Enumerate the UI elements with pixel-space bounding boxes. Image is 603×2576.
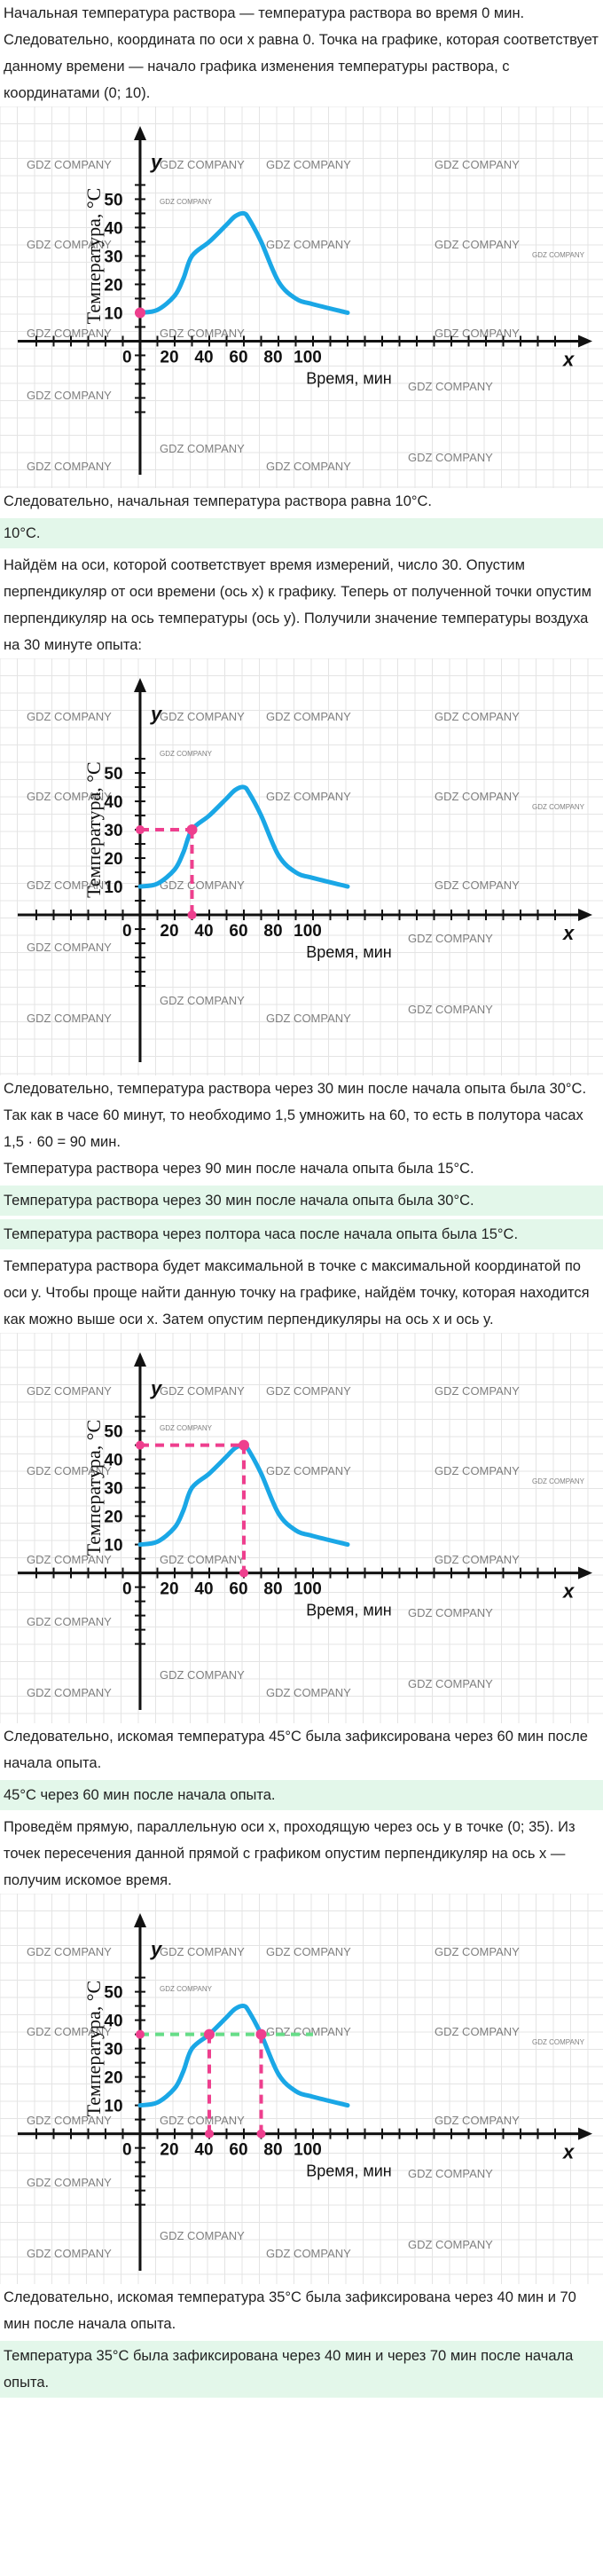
y-axis-name: y [151, 1377, 162, 1399]
highlight-axis-point [136, 2030, 145, 2039]
watermark: GDZ COMPANY [27, 878, 112, 892]
x-tick-label: 80 [263, 922, 283, 941]
text-p11: Следовательно, искомая температура 35°C была зафиксирована через 40 мин и 70 мин после начала опыта. [4, 2289, 576, 2332]
watermark: GDZ COMPANY [160, 2229, 245, 2242]
x-axis-label: Время, мин [306, 369, 392, 388]
watermark: GDZ COMPANY [27, 941, 112, 954]
x-tick-label: 80 [263, 1579, 283, 1599]
watermark-small: GDZ COMPANY [532, 1477, 584, 1485]
x-tick-label: 60 [229, 2140, 248, 2160]
text-p9: Следовательно, искомая температура 45°C была зафиксирована через 60 мин после начала опыта. [4, 1729, 588, 1771]
text-p4: Найдём на оси, которой соответствует время измерений, число 30. Опустим перпендикуляр от оси времени (ось x) к графику. Теперь от полученной точки опустим перпендикуляр на ось температуры (ось y). Получили значение температуры воздуха на 30 минуте опыта: [4, 557, 591, 653]
watermark: GDZ COMPANY [408, 380, 493, 393]
x-tick-label: 100 [294, 348, 322, 367]
watermark: GDZ COMPANY [27, 460, 112, 473]
x-axis-name: x [563, 1579, 575, 1603]
y-tick-label: 50 [104, 1983, 123, 2003]
watermark: GDZ COMPANY [435, 878, 520, 892]
watermark: GDZ COMPANY [435, 2114, 520, 2127]
watermark-small: GDZ COMPANY [532, 2038, 584, 2046]
text-p7: Температура раствора через 90 мин после начала опыта была 15°C. [4, 1161, 474, 1177]
watermark: GDZ COMPANY [266, 1384, 351, 1398]
y-axis-name: y [151, 151, 162, 173]
y-tick-label: 20 [104, 850, 123, 870]
watermark: GDZ COMPANY [27, 1553, 112, 1566]
answer-4: 45°C через 60 мин после начала опыта. [0, 1780, 603, 1810]
watermark: GDZ COMPANY [266, 460, 351, 473]
text-p2: Следовательно, координата по оси x равна 0. Точка на графике, которая соответствует данному времени — начало графика изменения температуры раствора, с координатами (0; 10). [4, 32, 599, 101]
x-axis-name: x [563, 2140, 575, 2163]
watermark: GDZ COMPANY [266, 158, 351, 171]
x-axis-label: Время, мин [306, 1601, 392, 1619]
highlight-axis-point [136, 1441, 145, 1450]
watermark: GDZ COMPANY [27, 2176, 112, 2189]
highlight-axis-point [136, 825, 145, 834]
watermark: GDZ COMPANY [27, 2247, 112, 2260]
watermark: GDZ COMPANY [266, 2025, 351, 2038]
watermark: GDZ COMPANY [160, 1668, 245, 1682]
text-p3: Следовательно, начальная температура раствора равна 10°C. [4, 493, 433, 509]
watermark: GDZ COMPANY [266, 1464, 351, 1477]
x-tick-label: 0 [122, 2140, 132, 2160]
x-axis-arrow [578, 335, 592, 347]
text-p10: Проведём прямую, параллельную оси x, проходящую через ось y в точке (0; 35). Из точек пересечения данной прямой с графиком опустим перпендикуляр на ось x — получим искомое время. [4, 1819, 576, 1888]
watermark: GDZ COMPANY [408, 2238, 493, 2251]
x-tick-label: 40 [194, 922, 214, 941]
watermark-small: GDZ COMPANY [532, 803, 584, 811]
watermark: GDZ COMPANY [435, 1464, 520, 1477]
x-tick-label: 100 [294, 922, 322, 941]
y-tick-label: 40 [104, 793, 123, 813]
text-p8: Температура раствора будет максимальной в точке с максимальной координатой по оси y. Чтобы проще найти данную точку на графике, найдём точку, которая находится как можно выше оси x. Затем опустим перпендикуляры на ось x и ось y. [4, 1258, 590, 1327]
y-axis-arrow [134, 1352, 146, 1367]
x-tick-label: 0 [122, 348, 132, 367]
y-axis-arrow [134, 678, 146, 692]
watermark: GDZ COMPANY [435, 158, 520, 171]
highlight-axis-point [205, 2130, 214, 2139]
x-tick-label: 60 [229, 1579, 248, 1599]
y-axis-arrow [134, 1913, 146, 1927]
text-p5: Следовательно, температура раствора через 30 мин после начала опыта была 30°C. [4, 1081, 587, 1097]
watermark: GDZ COMPANY [266, 2247, 351, 2260]
y-tick-label: 50 [104, 1422, 123, 1442]
highlight-point [187, 824, 198, 835]
watermark: GDZ COMPANY [160, 1945, 245, 1958]
watermark: GDZ COMPANY [408, 451, 493, 464]
watermark: GDZ COMPANY [160, 710, 245, 723]
y-axis-label: Температура, °С [82, 1980, 105, 2117]
watermark: GDZ COMPANY [408, 1677, 493, 1690]
watermark: GDZ COMPANY [408, 932, 493, 945]
text-p1: Начальная температура раствора — температура раствора во время 0 мин. [4, 5, 525, 21]
watermark: GDZ COMPANY [435, 1384, 520, 1398]
x-tick-label: 20 [160, 348, 179, 367]
x-axis-name: x [563, 922, 575, 945]
highlight-point [256, 2029, 267, 2040]
x-tick-label: 20 [160, 2140, 179, 2160]
x-tick-label: 0 [122, 922, 132, 941]
x-tick-label: 100 [294, 2140, 322, 2160]
x-tick-label: 40 [194, 2140, 214, 2160]
y-tick-label: 40 [104, 1451, 123, 1470]
watermark: GDZ COMPANY [27, 238, 112, 251]
watermark: GDZ COMPANY [266, 710, 351, 723]
text-p6: Так как в часе 60 минут, то необходимо 1,5 умножить на 60, то есть в полутора часах 1,5 · 60 = 90 мин. [4, 1107, 583, 1150]
watermark: GDZ COMPANY [435, 1553, 520, 1566]
chart-1 [0, 106, 603, 488]
y-tick-label: 30 [104, 248, 123, 267]
watermark: GDZ COMPANY [266, 1012, 351, 1025]
watermark: GDZ COMPANY [160, 158, 245, 171]
y-tick-label: 20 [104, 2068, 123, 2088]
y-tick-label: 30 [104, 2040, 123, 2060]
highlight-point [135, 307, 145, 318]
x-axis-name: x [563, 348, 575, 371]
watermark: GDZ COMPANY [266, 790, 351, 803]
highlight-axis-point [239, 1569, 248, 1578]
answer-2: Температура раствора через 30 мин после начала опыта была 30°C. [0, 1186, 603, 1216]
x-tick-label: 80 [263, 2140, 283, 2160]
highlight-point [239, 1440, 249, 1451]
watermark: GDZ COMPANY [160, 1384, 245, 1398]
answer-5: Температура 35°C была зафиксирована через 40 мин и через 70 мин после начала опыта. [0, 2341, 603, 2398]
watermark-small: GDZ COMPANY [160, 1424, 212, 1432]
highlight-point [204, 2029, 215, 2040]
watermark: GDZ COMPANY [160, 878, 245, 892]
temperature-curve [140, 213, 348, 312]
highlight-axis-point [257, 2130, 266, 2139]
watermark: GDZ COMPANY [408, 2167, 493, 2180]
y-tick-label: 10 [104, 1536, 123, 1556]
watermark: GDZ COMPANY [160, 994, 245, 1007]
watermark: GDZ COMPANY [27, 1464, 112, 1477]
watermark: GDZ COMPANY [27, 158, 112, 171]
y-tick-label: 20 [104, 1508, 123, 1527]
x-axis-arrow [578, 1567, 592, 1579]
watermark: GDZ COMPANY [266, 1686, 351, 1699]
watermark: GDZ COMPANY [160, 1553, 245, 1566]
y-tick-label: 40 [104, 2012, 123, 2031]
y-tick-label: 10 [104, 2097, 123, 2116]
y-tick-label: 40 [104, 219, 123, 239]
y-axis-arrow [134, 126, 146, 140]
temperature-curve [140, 2005, 348, 2105]
y-axis-label: Температура, °С [82, 187, 105, 325]
x-tick-label: 20 [160, 1579, 179, 1599]
y-tick-label: 10 [104, 878, 123, 898]
y-axis-name: y [151, 1938, 162, 1960]
y-tick-label: 20 [104, 276, 123, 295]
watermark: GDZ COMPANY [27, 1012, 112, 1025]
x-tick-label: 80 [263, 348, 283, 367]
y-tick-label: 30 [104, 822, 123, 841]
chart-2 [0, 658, 603, 1075]
x-tick-label: 100 [294, 1579, 322, 1599]
watermark: GDZ COMPANY [27, 2114, 112, 2127]
watermark-small: GDZ COMPANY [160, 198, 212, 206]
watermark: GDZ COMPANY [27, 1615, 112, 1628]
watermark: GDZ COMPANY [160, 327, 245, 340]
y-tick-label: 50 [104, 765, 123, 784]
x-tick-label: 20 [160, 922, 179, 941]
watermark: GDZ COMPANY [266, 238, 351, 251]
watermark: GDZ COMPANY [435, 327, 520, 340]
y-axis-label: Температура, °С [82, 761, 105, 898]
y-axis-label: Температура, °С [82, 1419, 105, 1556]
watermark: GDZ COMPANY [27, 389, 112, 402]
y-tick-label: 30 [104, 1479, 123, 1499]
watermark: GDZ COMPANY [27, 1384, 112, 1398]
x-tick-label: 60 [229, 922, 248, 941]
watermark: GDZ COMPANY [435, 1945, 520, 1958]
watermark-small: GDZ COMPANY [532, 251, 584, 259]
chart-4 [0, 1894, 603, 2284]
x-axis-arrow [578, 909, 592, 921]
x-tick-label: 40 [194, 1579, 214, 1599]
watermark: GDZ COMPANY [27, 710, 112, 723]
answer-3: Температура раствора через полтора часа после начала опыта была 15°C. [0, 1219, 603, 1249]
watermark: GDZ COMPANY [435, 238, 520, 251]
answer-1: 10°C. [0, 518, 603, 548]
x-axis-arrow [578, 2128, 592, 2140]
x-tick-label: 0 [122, 1579, 132, 1599]
watermark: GDZ COMPANY [27, 2025, 112, 2038]
x-axis-label: Время, мин [306, 2162, 392, 2180]
watermark: GDZ COMPANY [266, 1945, 351, 1958]
watermark: GDZ COMPANY [408, 1606, 493, 1619]
x-tick-label: 60 [229, 348, 248, 367]
y-axis-name: y [151, 703, 162, 725]
x-tick-label: 40 [194, 348, 214, 367]
watermark: GDZ COMPANY [160, 2114, 245, 2127]
highlight-axis-point [188, 910, 197, 919]
watermark: GDZ COMPANY [435, 790, 520, 803]
y-tick-label: 10 [104, 304, 123, 324]
y-tick-label: 50 [104, 191, 123, 210]
watermark: GDZ COMPANY [160, 442, 245, 455]
chart-3 [0, 1333, 603, 1723]
x-axis-label: Время, мин [306, 943, 392, 962]
watermark-small: GDZ COMPANY [160, 1985, 212, 1993]
watermark: GDZ COMPANY [27, 327, 112, 340]
watermark: GDZ COMPANY [27, 1686, 112, 1699]
watermark: GDZ COMPANY [408, 1003, 493, 1016]
watermark-small: GDZ COMPANY [160, 750, 212, 758]
watermark: GDZ COMPANY [435, 2025, 520, 2038]
watermark: GDZ COMPANY [27, 790, 112, 803]
watermark: GDZ COMPANY [435, 710, 520, 723]
watermark: GDZ COMPANY [27, 1945, 112, 1958]
